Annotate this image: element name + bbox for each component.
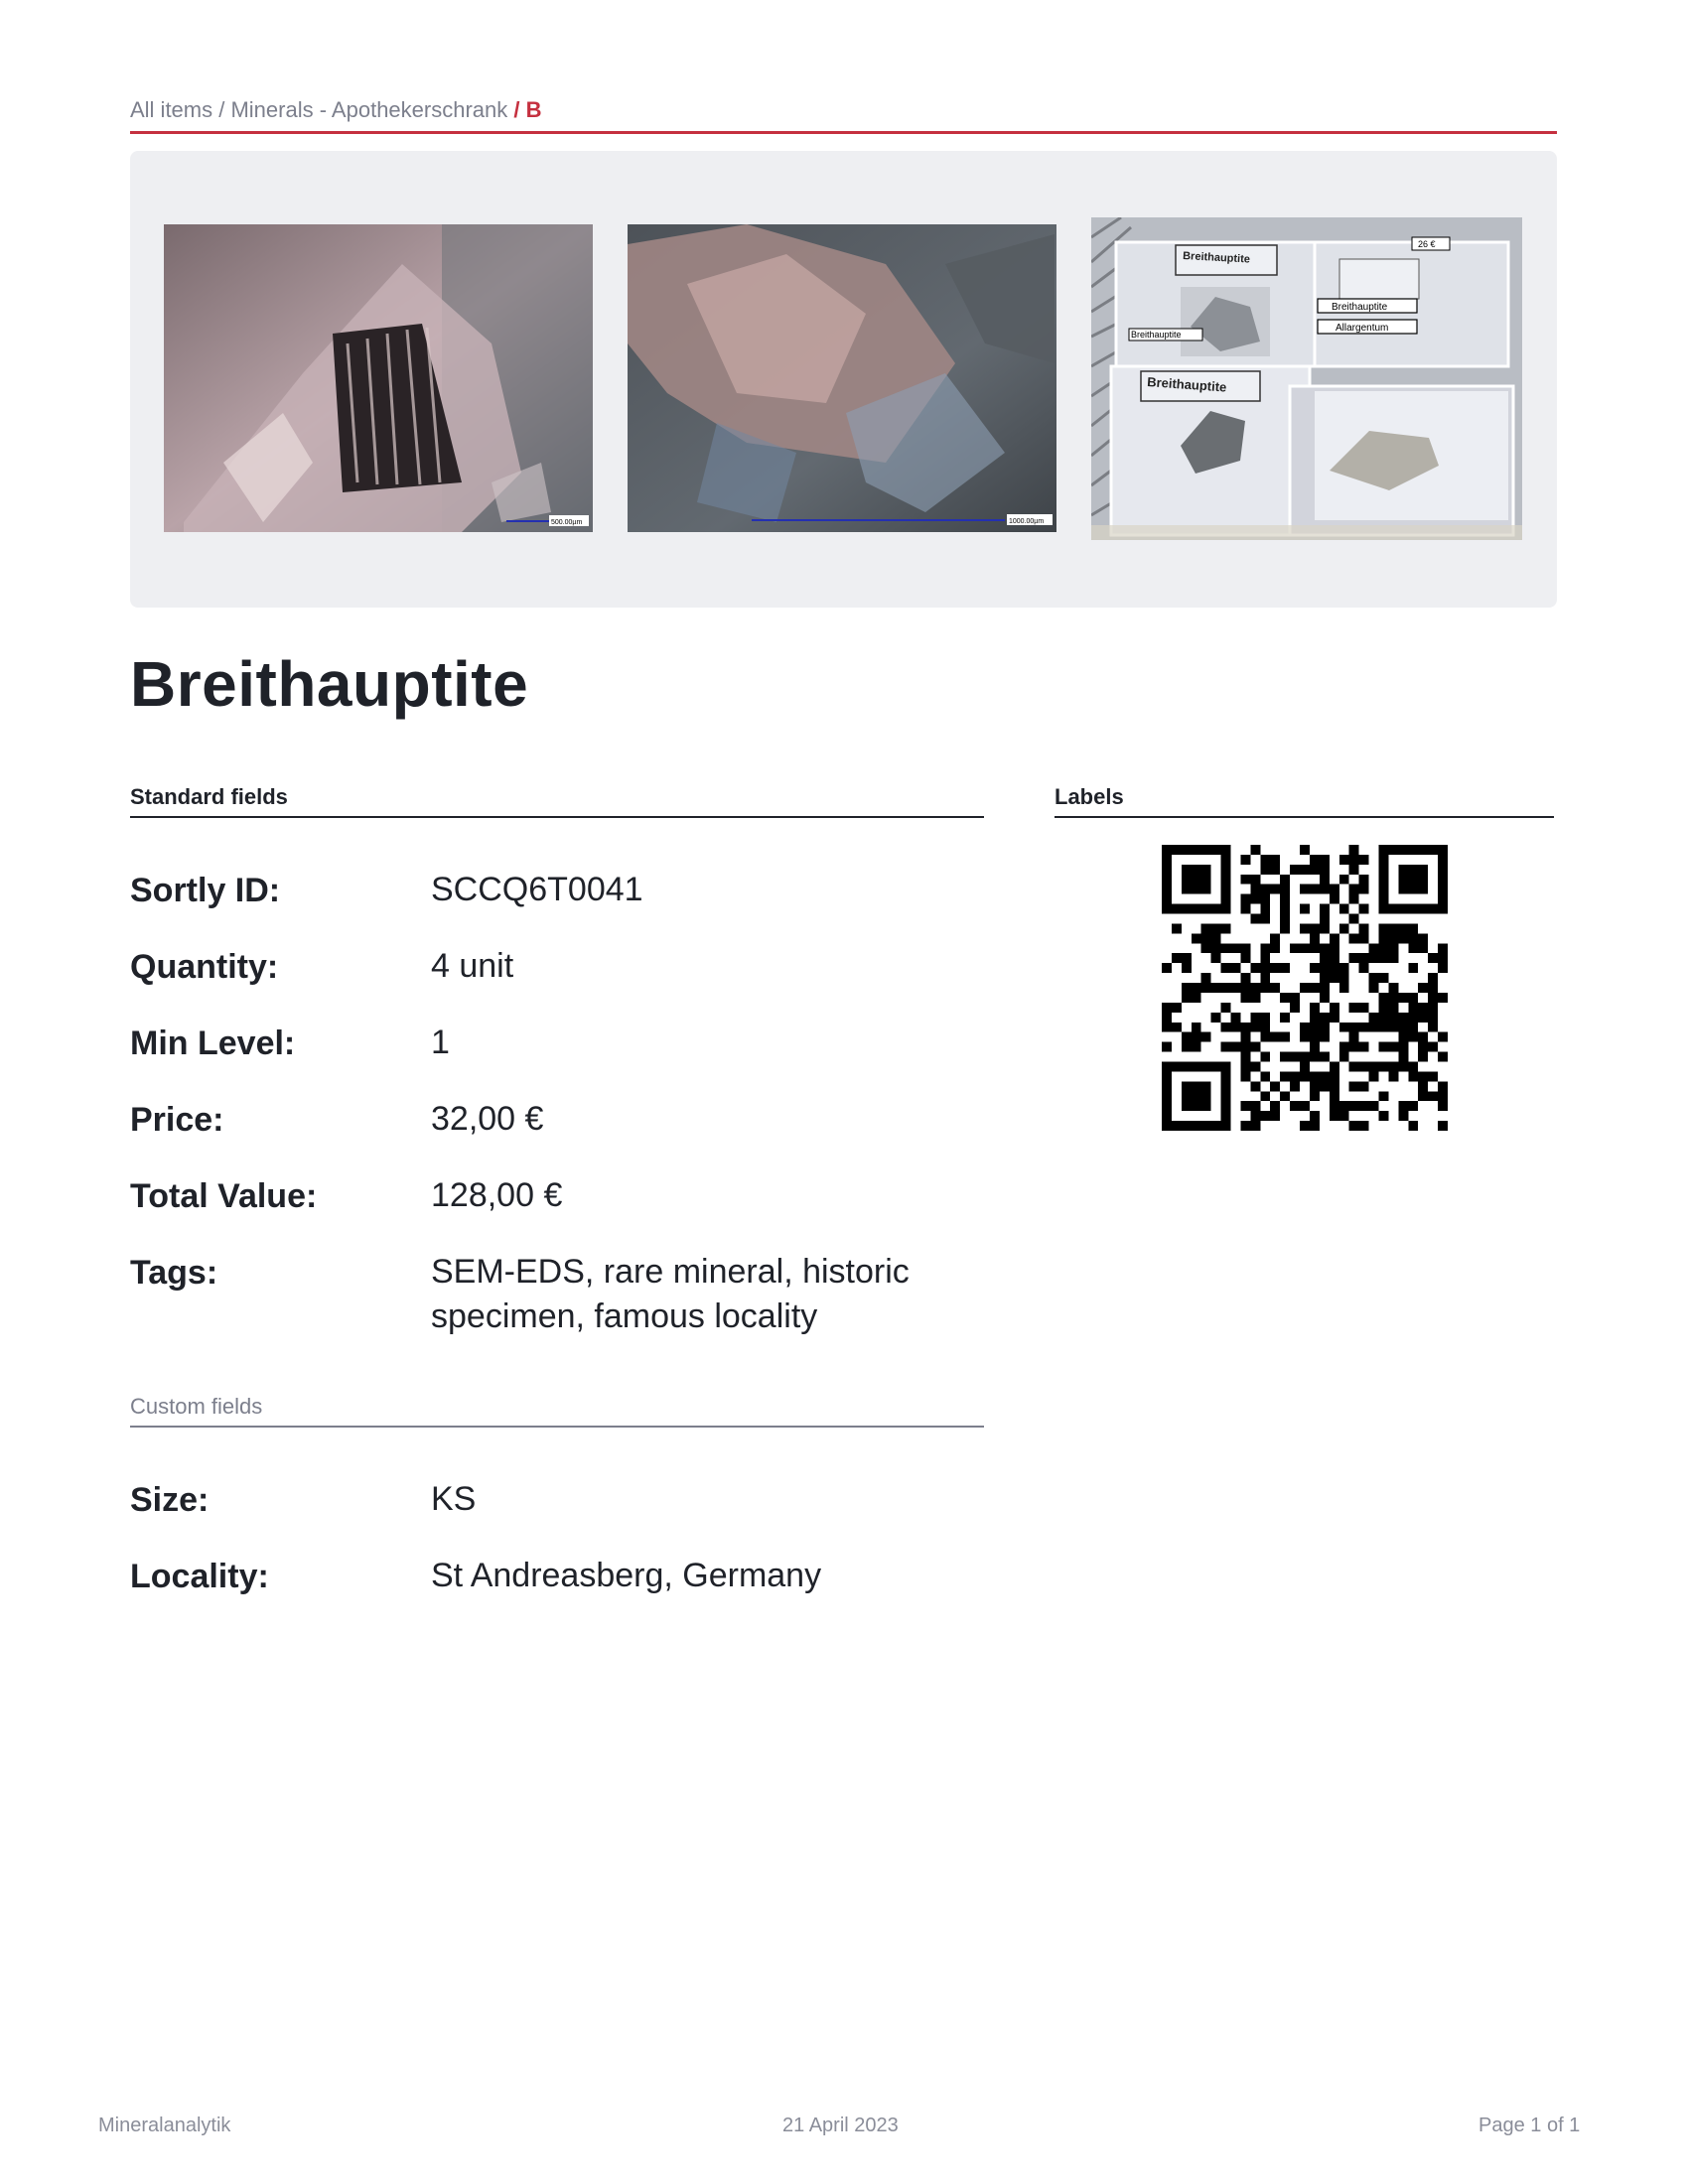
field-value: 1 — [431, 1024, 450, 1061]
breadcrumb-path[interactable]: All items / Minerals - Apothekerschrank — [130, 97, 508, 122]
field-label: Min Level: — [130, 1024, 296, 1062]
field-label: Size: — [130, 1481, 210, 1519]
breadcrumb — [130, 97, 1557, 134]
item-title: Breithauptite — [130, 648, 529, 720]
scale-bar-label: 1000.00µm — [1009, 518, 1045, 525]
field-value: KS — [431, 1480, 477, 1518]
photo-gallery — [130, 151, 1557, 608]
field-label: Sortly ID: — [130, 872, 281, 909]
price-tag: 26 € — [1418, 239, 1436, 249]
field-label: Total Value: — [130, 1177, 318, 1215]
field-row-size — [130, 1481, 984, 1558]
box-label: Breithauptite — [1131, 330, 1182, 340]
custom-fields-heading: Custom fields — [130, 1394, 984, 1428]
scale-bar-label: 500.00µm — [551, 519, 583, 526]
field-label: Tags: — [130, 1254, 218, 1292]
box-label: Breithauptite — [1332, 302, 1388, 313]
field-value: SEM-EDS, rare mineral, historic specimen, famous locality — [431, 1253, 910, 1335]
field-value: 128,00 € — [431, 1176, 563, 1214]
breadcrumb-current: B — [525, 97, 542, 122]
field-row-sortly-id — [130, 872, 984, 948]
box-title: Breithauptite — [1146, 374, 1227, 395]
footer-date: 21 April 2023 — [782, 2115, 899, 2136]
field-row-quantity — [130, 948, 984, 1024]
photo-specimen-boxes[interactable] — [1091, 217, 1522, 540]
custom-fields-list — [130, 1481, 984, 1634]
field-row-price — [130, 1101, 984, 1177]
photo-crystal-surface[interactable] — [628, 224, 1056, 532]
field-value: St Andreasberg, Germany — [431, 1557, 822, 1594]
breadcrumb-separator: / — [507, 97, 526, 122]
field-row-total-value — [130, 1177, 984, 1254]
field-value: SCCQ6T0041 — [431, 871, 643, 908]
qr-code-graphic — [1162, 845, 1448, 1131]
standard-fields-heading: Standard fields — [130, 784, 984, 818]
qr-code — [1162, 845, 1448, 1131]
box-title: Breithauptite — [1182, 250, 1251, 266]
box-label: Allargentum — [1336, 323, 1389, 334]
field-value: 32,00 € — [431, 1100, 544, 1138]
footer-company: Mineralanalytik — [98, 2115, 231, 2136]
field-row-tags — [130, 1254, 984, 1343]
field-label: Locality: — [130, 1558, 269, 1595]
field-value: 4 unit — [431, 947, 514, 985]
field-row-locality — [130, 1558, 984, 1634]
field-label: Quantity: — [130, 948, 279, 986]
standard-fields-list — [130, 872, 984, 1343]
field-label: Price: — [130, 1101, 224, 1139]
photo-crystal-closeup[interactable] — [164, 224, 593, 532]
labels-heading: Labels — [1055, 784, 1554, 818]
footer-page-number: Page 1 of 1 — [1478, 2115, 1581, 2136]
field-row-min-level — [130, 1024, 984, 1101]
